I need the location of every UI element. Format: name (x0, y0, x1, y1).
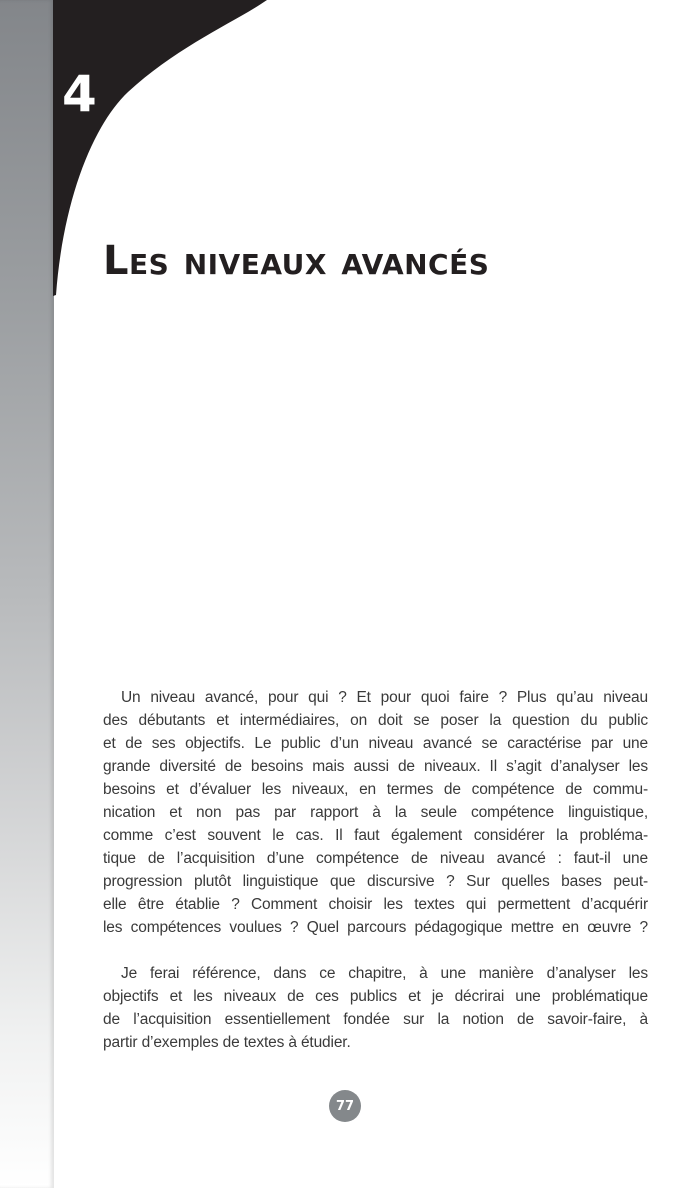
text-line: objectifs et les niveaux de ces publics et je décrirai une problématique (103, 988, 648, 1005)
text-line: de l’acquisition essentiellement fondée sur la notion de savoir-faire, à (103, 1011, 648, 1028)
text-line: besoins et d’évaluer les niveaux, en termes de compétence de commu- (103, 781, 648, 798)
text-line: progression plutôt linguistique que discursive ? Sur quelles bases peut- (103, 873, 648, 890)
paragraph-1 (103, 686, 648, 939)
text-line: elle être établie ? Comment choisir les textes qui permettent d’acquérir (103, 896, 648, 913)
text-line: nication et non pas par rapport à la seule compétence linguistique, (103, 804, 648, 821)
page-number-badge (329, 1090, 361, 1122)
page-number: 77 (335, 1098, 355, 1114)
chapter-title: Les niveaux avancés (103, 238, 490, 284)
text-line: comme c’est souvent le cas. Il faut également considérer la probléma- (103, 827, 648, 844)
text-line: les compétences voulues ? Quel parcours pédagogique mettre en œuvre ? (103, 919, 648, 936)
chapter-number: 4 (62, 65, 97, 123)
paragraph-2 (103, 962, 648, 1054)
text-line: tique de l’acquisition d’une compétence de niveau avancé : faut-il une (103, 850, 648, 867)
text-line: des débutants et intermédiaires, on doit se poser la question du public (103, 712, 648, 729)
text-line: grande diversité de besoins mais aussi de niveaux. Il s’agit d’analyser les (103, 758, 648, 775)
text-line: Un niveau avancé, pour qui ? Et pour quoi faire ? Plus qu’au niveau (121, 689, 648, 706)
text-line: Je ferai référence, dans ce chapitre, à une manière d’analyser les (121, 965, 648, 982)
text-line: et de ses objectifs. Le public d’un niveau avancé se caractérise par une (103, 735, 648, 752)
sidebar-gradient-bar (0, 0, 54, 1188)
body-text (103, 686, 648, 1054)
text-line: partir d’exemples de textes à étudier. (103, 1034, 351, 1051)
